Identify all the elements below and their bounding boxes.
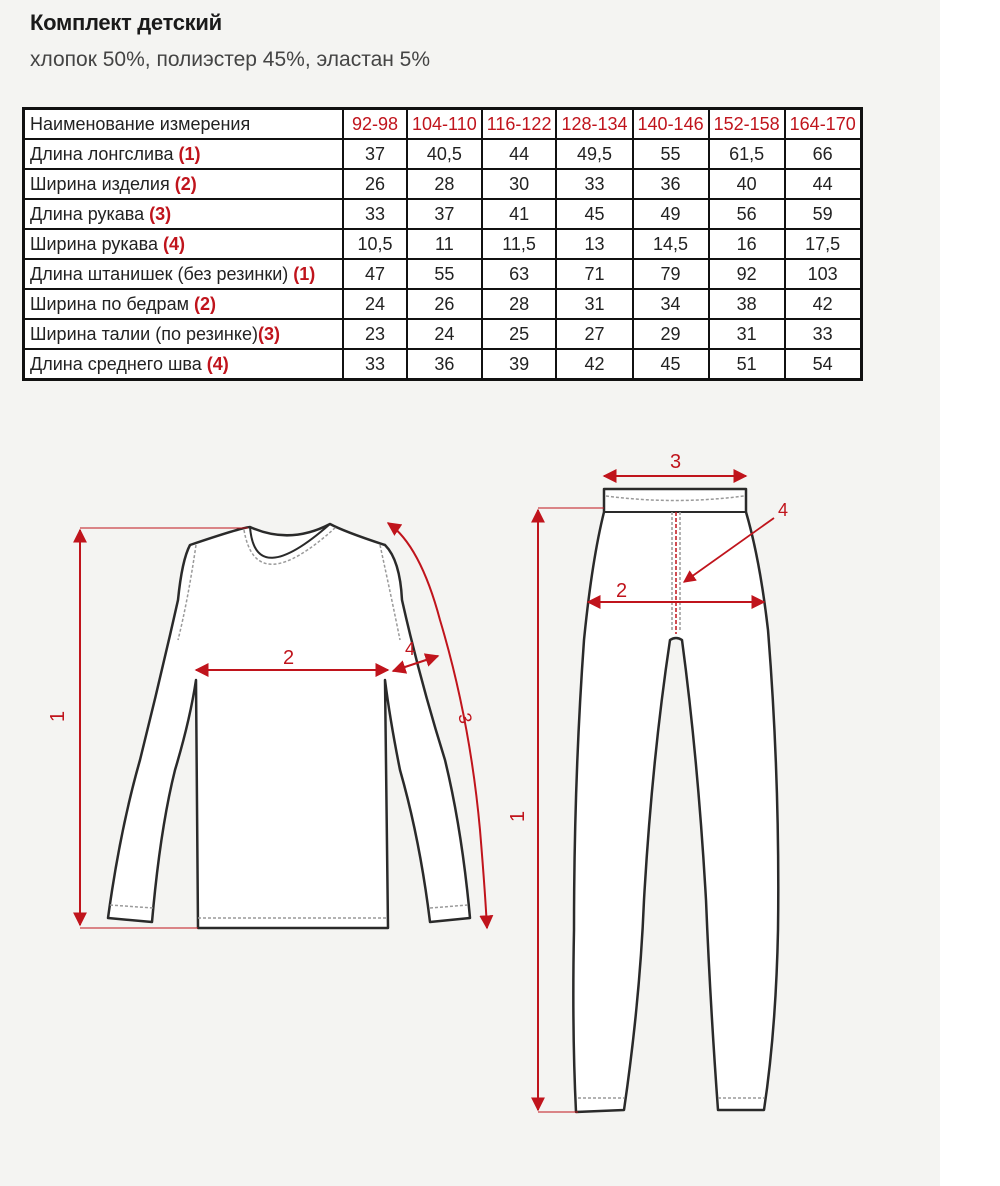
measure-ref: (1) [178,143,201,164]
size-header: 92-98 [343,109,407,140]
value-cell: 36 [633,169,709,199]
value-cell: 41 [482,199,557,229]
measure-ref: (1) [293,263,316,284]
value-cell: 54 [785,349,862,380]
value-cell: 29 [633,319,709,349]
header-label: Наименование измерения [24,109,344,140]
shirt-label-4: 4 [405,639,416,659]
measure-label: Ширина изделия [30,173,175,194]
value-cell: 31 [709,319,785,349]
value-cell: 55 [633,139,709,169]
measure-ref: (3) [257,323,280,344]
value-cell: 33 [556,169,632,199]
size-header: 128-134 [556,109,632,140]
measure-label: Ширина рукава [30,233,164,254]
value-cell: 49 [633,199,709,229]
size-header: 104-110 [407,109,482,140]
value-cell: 33 [785,319,862,349]
value-cell: 42 [785,289,862,319]
pants-drawing [573,489,778,1112]
value-cell: 56 [709,199,785,229]
value-cell: 31 [556,289,632,319]
waist-measure [604,451,746,476]
value-cell: 26 [343,169,407,199]
size-header: 140-146 [633,109,709,140]
shirt-label-2: 2 [283,647,295,669]
measure-label: Длина штанишек (без резинки) [30,263,294,284]
value-cell: 61,5 [709,139,785,169]
value-cell: 24 [407,319,482,349]
value-cell: 40 [709,169,785,199]
value-cell: 36 [407,349,482,380]
value-cell: 30 [482,169,557,199]
value-cell: 51 [709,349,785,380]
value-cell: 37 [407,199,482,229]
value-cell: 44 [482,139,557,169]
measure-ref: (4) [163,233,186,254]
value-cell: 42 [556,349,632,380]
value-cell: 37 [343,139,407,169]
measure-ref: (2) [174,173,197,194]
value-cell: 26 [407,289,482,319]
shirt-label-1: 1 [47,710,69,722]
value-cell: 24 [343,289,407,319]
composition-text: хлопок 50%, полиэстер 45%, эластан 5% [30,48,431,71]
measure-ref: (3) [149,203,172,224]
size-header: 152-158 [709,109,785,140]
value-cell: 17,5 [785,229,862,259]
value-cell: 16 [709,229,785,259]
value-cell: 10,5 [343,229,407,259]
measure-label: Длина среднего шва [30,353,207,374]
pants-label-4: 4 [778,500,789,520]
value-cell: 28 [407,169,482,199]
value-cell: 71 [556,259,632,289]
value-cell: 38 [709,289,785,319]
value-cell: 103 [785,259,862,289]
longsleeve-drawing [108,524,470,928]
value-cell: 44 [785,169,862,199]
value-cell: 33 [343,199,407,229]
measure-label: Длина рукава [30,203,150,224]
value-cell: 47 [343,259,407,289]
pants-label-3: 3 [670,451,682,473]
value-cell: 28 [482,289,557,319]
value-cell: 40,5 [407,139,482,169]
value-cell: 14,5 [633,229,709,259]
measure-ref: (4) [206,353,229,374]
pants-label-2: 2 [616,580,628,602]
value-cell: 11,5 [482,229,557,259]
value-cell: 23 [343,319,407,349]
value-cell: 27 [556,319,632,349]
pants-label-1: 1 [507,810,529,822]
size-header: 164-170 [785,109,862,140]
page-title: Комплект детский [30,10,222,35]
value-cell: 59 [785,199,862,229]
value-cell: 45 [633,349,709,380]
value-cell: 34 [633,289,709,319]
value-cell: 55 [407,259,482,289]
value-cell: 79 [633,259,709,289]
size-header: 116-122 [482,109,557,140]
value-cell: 63 [482,259,557,289]
value-cell: 33 [343,349,407,380]
value-cell: 39 [482,349,557,380]
value-cell: 13 [556,229,632,259]
value-cell: 25 [482,319,557,349]
value-cell: 11 [407,229,482,259]
value-cell: 49,5 [556,139,632,169]
measure-label: Ширина талии (по резинке) [30,323,258,344]
measure-label: Длина лонгслива [30,143,179,164]
measure-ref: (2) [193,293,216,314]
measure-label: Ширина по бедрам [30,293,194,314]
value-cell: 45 [556,199,632,229]
value-cell: 66 [785,139,862,169]
value-cell: 92 [709,259,785,289]
shirt-label-3: 3 [454,710,477,726]
